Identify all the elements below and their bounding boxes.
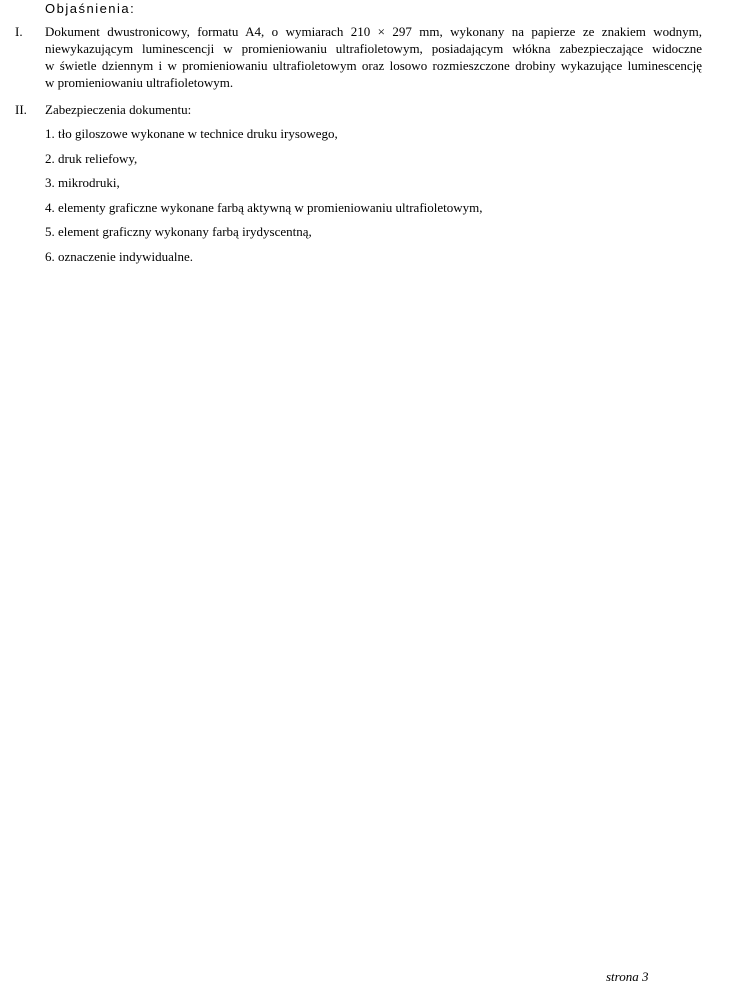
description-line: Dokument dwustronicowy, formatu A4, o wymiarach 210 × 297 mm, wykonany na papierze ze znakiem wodnym, <box>45 24 702 39</box>
list-item: 1. tło giloszowe wykonane w technice druku irysowego, <box>45 126 338 141</box>
list-item: 5. element graficzny wykonany farbą irydyscentną, <box>45 224 312 239</box>
description-line: w świetle dziennym i w promieniowaniu ultrafioletowym oraz losowo rozmieszczone drobiny wykazujące luminescencję <box>45 58 702 73</box>
section-two-number: II. <box>15 102 27 117</box>
section-two <box>15 101 705 118</box>
section-one-number: I. <box>15 24 23 39</box>
security-features-list <box>45 125 483 272</box>
list-item: 4. elementy graficzne wykonane farbą aktywną w promieniowaniu ultrafioletowym, <box>45 199 483 215</box>
page-number: strona 3 <box>606 969 649 984</box>
list-item: 6. oznaczenie indywidualne. <box>45 248 193 264</box>
description-line: niewykazującym luminescencji w promieniowaniu ultrafioletowym, posiadającym włókna zabezpieczające widoczne <box>45 41 702 56</box>
section-two-title: Zabezpieczenia dokumentu: <box>45 102 192 117</box>
section-one-description <box>45 23 702 91</box>
list-item: 3. mikrodruki, <box>45 175 120 190</box>
description-line: w promieniowaniu ultrafioletowym. <box>45 75 234 90</box>
section-one <box>15 23 705 91</box>
list-item: 2. druk reliefowy, <box>45 150 138 166</box>
explanations-heading: Objaśnienia: <box>45 1 136 16</box>
